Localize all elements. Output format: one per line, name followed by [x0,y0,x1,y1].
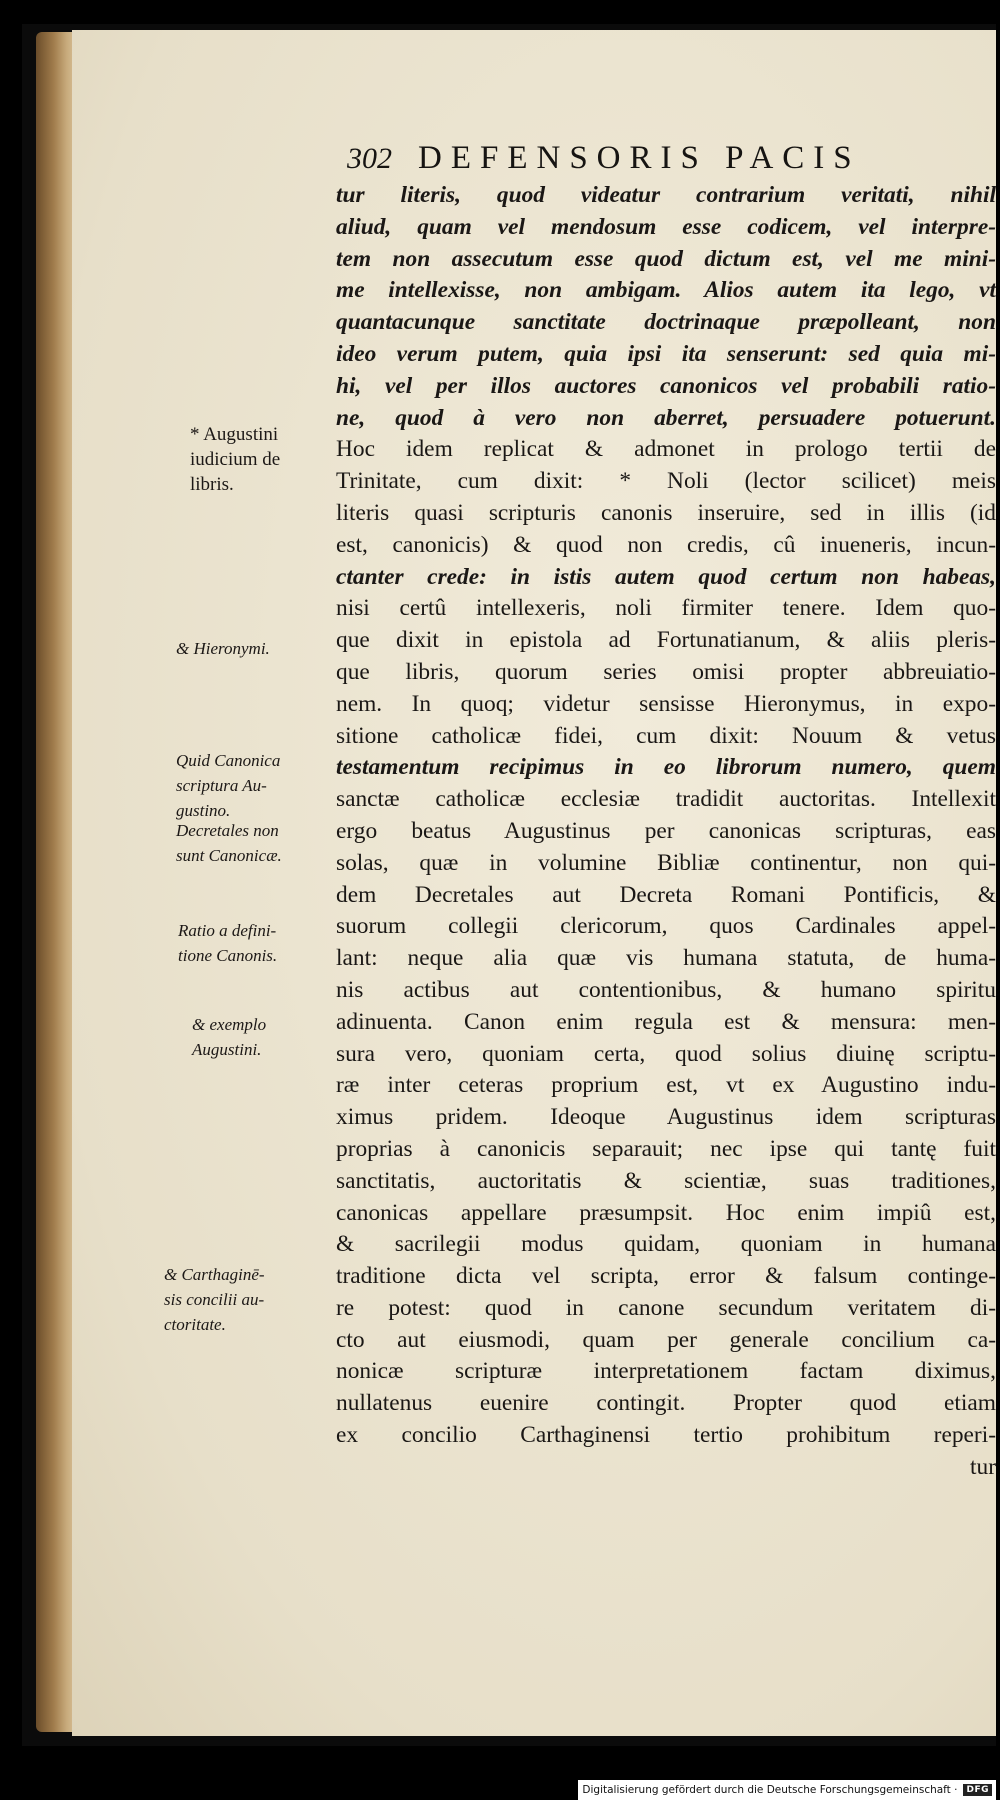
text-line: lant: neque alia quæ vis humana statuta, de huma- [336,945,996,972]
margin-note-quid-canonica [176,748,280,823]
running-head: DEFENSORIS PACIS [418,140,861,176]
text-line: traditione dicta vel scripta, error & falsum continge- [336,1263,996,1290]
text-line: Hoc idem replicat & admonet in prologo tertii de [336,436,996,463]
text-line: aliud, quam vel mendosum esse codicem, vel interpre- [336,213,996,240]
page-number: 302 [347,142,392,175]
margin-note-carthaginensis [164,1262,265,1337]
text-line: sanctitatis, auctoritatis & scientiæ, suas traditiones, [336,1167,996,1194]
margin-note-line: tione Canonis. [178,946,278,965]
text-line: dem Decretales aut Decreta Romani Pontificis, & [336,881,996,908]
text-line: testamentum recipimus in eo librorum numero, quem [336,754,996,781]
text-line: sanctæ catholicæ ecclesiæ tradidit auctoritas. Intellexit [336,786,996,813]
text-line: tur literis, quod videatur contrarium veritati, nihil [336,182,996,208]
book-page [72,30,996,1736]
text-line: proprias à canonicis separauit; nec ipse qui tantę fuit [336,1135,996,1162]
margin-note-hieronymi [176,636,270,661]
margin-note-line: Ratio a defini- [178,921,277,940]
text-line: que dixit in epistola ad Fortunatianum, & aliis pleris- [336,627,996,654]
margin-note-line: scriptura Au- [176,776,267,795]
margin-note-exemplo [192,1012,266,1062]
text-line: ergo beatus Augustinus per canonicas scripturas, eas [336,817,996,844]
margin-note-line: * Augustini [190,424,279,445]
text-line: sura vero, quoniam certa, quod solius diuinę scriptu- [336,1040,996,1067]
text-line: re potest: quod in canone secundum veritatem di- [336,1294,996,1321]
text-line: ideo verum putem, quia ipsi ita senserunt: sed quia mi- [336,340,996,367]
margin-note-line: Quid Canonica [176,751,281,770]
margin-note-line: & Carthaginē- [164,1265,265,1284]
margin-note-line: gustino. [176,801,231,820]
text-line: cto aut eiusmodi, quam per generale concilium ca- [336,1326,996,1353]
margin-note-line: & exemplo [192,1015,267,1034]
text-line: ræ inter ceteras proprium est, vt ex Augustino indu- [336,1072,996,1099]
footer-credit: Digitalisierung gefördert durch die Deutsche Forschungsgemeinschaft · [582,1784,958,1796]
text-line: ne, quod à vero non aberret, persuadere potuerunt. [336,404,996,431]
scan-frame [22,24,996,1746]
text-line: tem non assecutum esse quod dictum est, vel me mini- [336,245,996,272]
text-line: solas, quæ in volumine Bibliæ continentur, non qui- [336,849,996,876]
body-text [336,180,996,1484]
text-line: nullatenus euenire contingit. Propter quod etiam [336,1390,996,1417]
text-line: Trinitate, cum dixit: * Noli (lector scilicet) meis [336,468,996,495]
text-line: que libris, quorum series omisi propter abbreuiatio- [336,658,996,685]
margin-note-line: & Hieronymi. [176,639,270,658]
dfg-logo-icon: DFG [963,1784,992,1796]
text-line: nis actibus aut contentionibus, & humano spiritu [336,976,996,1003]
text-line: ctanter crede: in istis autem quod certum non habeas, [336,563,996,590]
text-line: ex concilio Carthaginensi tertio prohibitum reperi- [336,1422,996,1449]
margin-note-line: sis concilii au- [164,1290,265,1309]
text-line: adinuenta. Canon enim regula est & mensura: men- [336,1008,996,1035]
text-line: tur [970,1453,996,1480]
text-line: & sacrilegii modus quidam, quoniam in humana [336,1231,996,1258]
text-line: nem. In quoq; videtur sensisse Hieronymus, in expo- [336,690,996,717]
text-line: nonicæ scripturæ interpretationem factam diximus, [336,1358,996,1385]
margin-note-ratio [178,918,277,968]
text-line: literis quasi scripturis canonis inseruire, sed in illis (id [336,499,996,526]
margin-note-augustini [190,422,280,497]
text-line: me intellexisse, non ambigam. Alios autem ita lego, vt [336,277,996,304]
text-line: est, canonicis) & quod non credis, cû inueneris, incun- [336,531,996,558]
text-line: suorum collegii clericorum, quos Cardinales appel- [336,913,996,940]
text-line: ximus pridem. Ideoque Augustinus idem scripturas [336,1104,996,1131]
margin-note-line: iudicium de [190,449,281,470]
margin-note-line: libris. [190,474,234,495]
text-line: sitione catholicæ fidei, cum dixit: Nouum & vetus [336,722,996,749]
margin-note-line: Augustini. [192,1040,262,1059]
margin-note-line: Decretales non [176,821,279,840]
digitization-footer [578,1780,996,1800]
margin-note-line: ctoritate. [164,1315,226,1334]
text-line: hi, vel per illos auctores canonicos vel probabili ratio- [336,372,996,399]
text-line: quantacunque sanctitate doctrinaque præpolleant, non [336,309,996,336]
margin-note-decretales [176,818,282,868]
page-header [347,140,987,177]
margin-note-line: sunt Canonicæ. [176,846,282,865]
text-line: canonicas appellare præsumpsit. Hoc enim impiû est, [336,1199,996,1226]
text-line: nisi certû intellexeris, noli firmiter tenere. Idem quo- [336,595,996,622]
